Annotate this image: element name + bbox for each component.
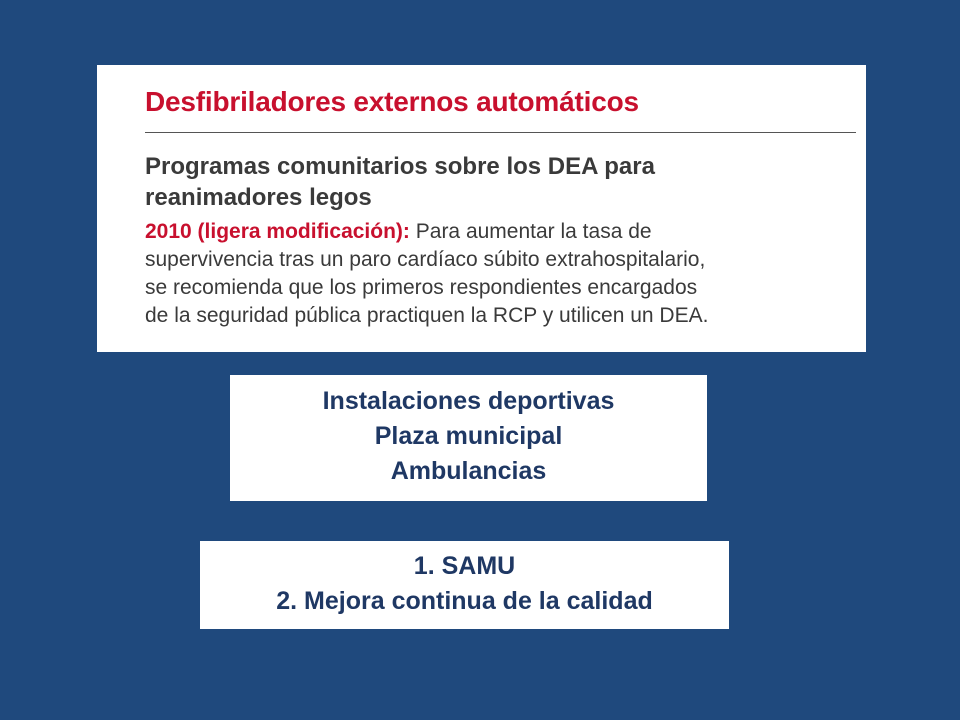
body-line-1-text: Para aumentar la tasa de [409,220,652,243]
body-line-2: supervivencia tras un paro cardíaco súbito extrahospitalario, [145,248,706,271]
excerpt-title: Desfibriladores externos automáticos [145,86,639,117]
subtitle-line-1: Programas comunitarios sobre los DEA para [145,153,655,180]
location-item: Ambulancias [390,457,547,485]
subtitle-line-2: reanimadores legos [145,184,372,211]
body-line-4: de la seguridad pública practiquen la RCP y utilicen un DEA. [145,304,709,327]
guideline-excerpt-panel [97,65,866,352]
title-divider [145,132,856,133]
revision-tag: 2010 (ligera modificación): [145,220,410,243]
priority-item: 1. SAMU [413,552,516,580]
priority-item: 2. Mejora continua de la calidad [276,587,653,615]
body-line-1 [145,218,866,246]
excerpt-subtitle [145,151,866,213]
priorities-box [200,541,729,629]
locations-box [230,375,707,501]
location-item: Instalaciones deportivas [322,387,615,415]
location-item: Plaza municipal [374,422,563,450]
excerpt-body [145,218,866,330]
body-line-3: se recomienda que los primeros respondientes encargados [145,276,698,299]
